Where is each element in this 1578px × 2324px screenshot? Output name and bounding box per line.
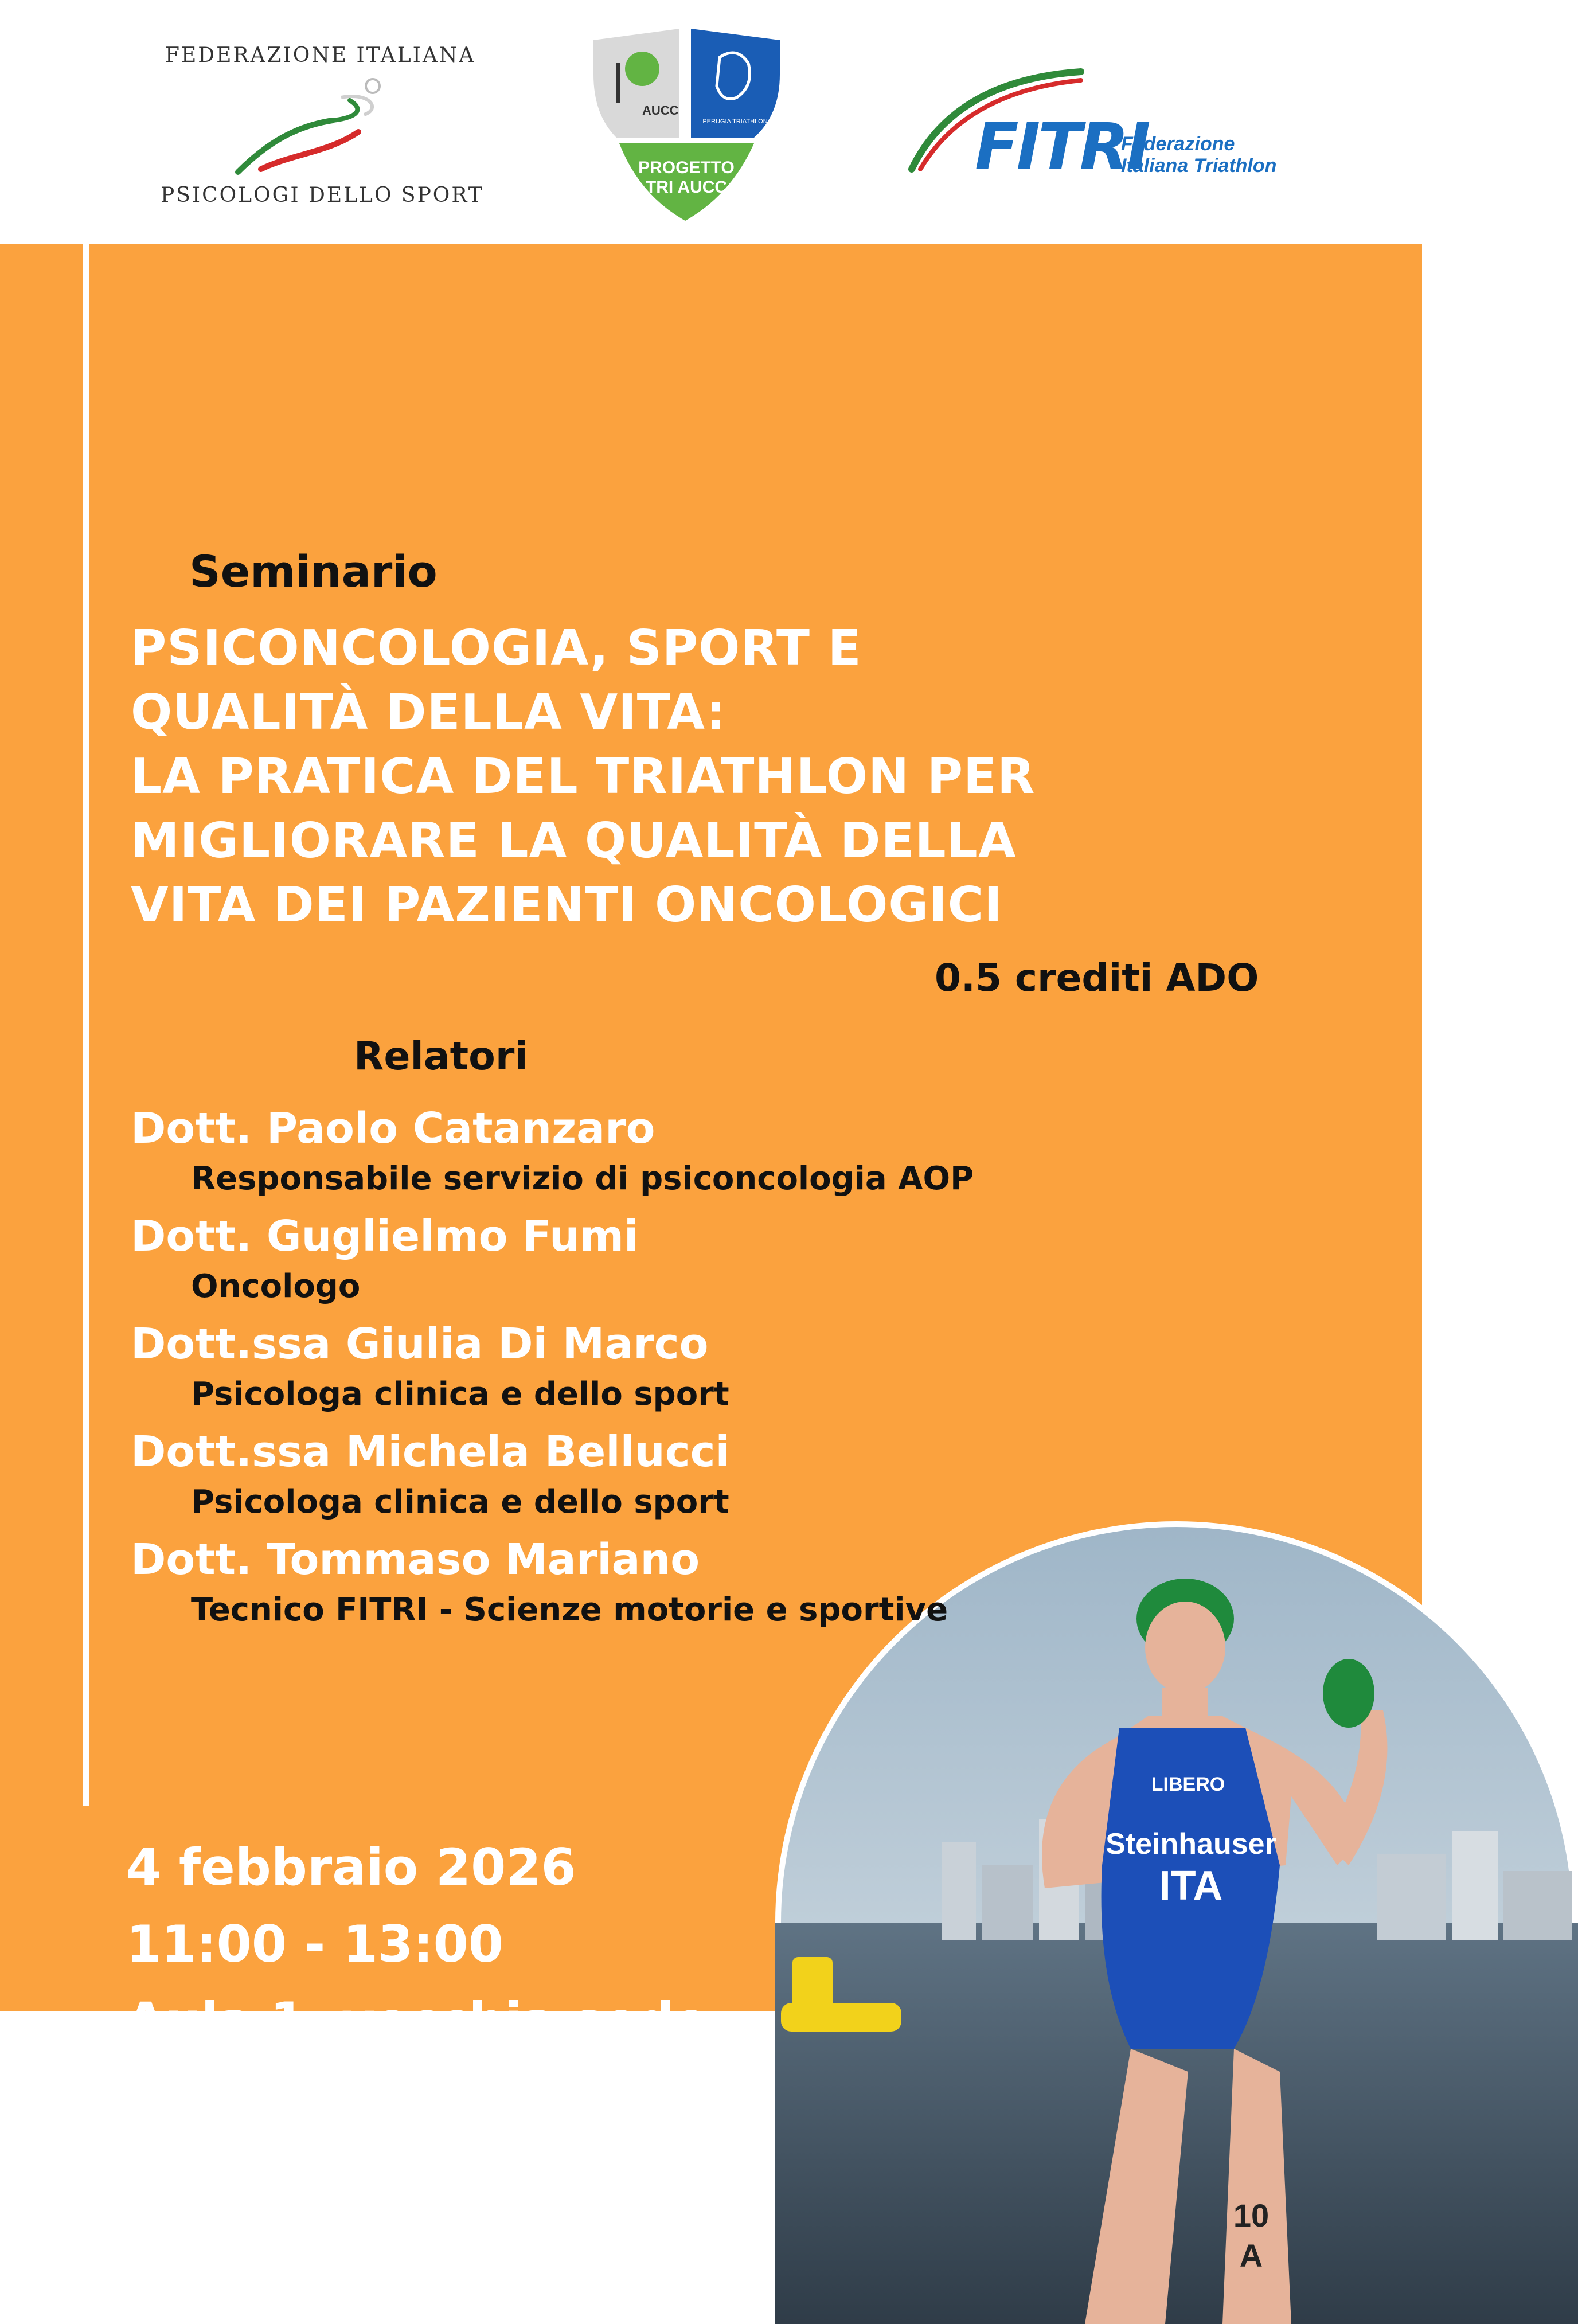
title-line: QUALITÀ DELLA VITA: — [131, 684, 726, 741]
speaker-role: Responsabile servizio di psiconcologia AOP — [191, 1160, 974, 1197]
header — [0, 0, 1422, 244]
vertical-accent-line — [83, 244, 89, 1806]
badge-line2: TRI AUCC — [645, 178, 728, 197]
leg-letter-text: A — [1239, 2237, 1263, 2274]
suit-country-text: ITA — [1159, 1863, 1223, 1909]
speaker-name: Dott. Tommaso Mariano — [131, 1535, 700, 1584]
fipsi-runner-icon — [226, 75, 399, 178]
fitri-wordmark: FITRI — [975, 110, 1149, 185]
suit-sponsor-text: LIBERO — [1151, 1774, 1225, 1795]
speaker-role: Psicologa clinica e dello sport — [191, 1483, 729, 1521]
leg-number-text: 10 — [1233, 2197, 1270, 2233]
fipsi-bottom-text: PSICOLOGI DELLO SPORT — [161, 183, 484, 207]
fitri-sub-line1: Federazione — [1121, 133, 1235, 155]
credits-text: 0.5 crediti ADO — [935, 956, 1259, 1000]
event-details — [126, 1829, 708, 2060]
event-location: Aula 1, vecchia sede — [126, 1991, 709, 2050]
title-line: VITA DEI PAZIENTI ONCOLOGICI — [131, 877, 1003, 933]
event-time: 11:00 - 13:00 — [126, 1915, 504, 1974]
speaker-role: Oncologo — [191, 1268, 361, 1305]
content-panel — [0, 244, 1422, 2274]
speaker-role: Tecnico FITRI - Scienze motorie e sportive — [191, 1591, 948, 1628]
fitri-sub-line2: Italiana Triathlon — [1121, 155, 1277, 177]
speakers-list — [131, 1101, 974, 1640]
speakers-heading: Relatori — [354, 1034, 528, 1079]
speaker-name: Dott.ssa Giulia Di Marco — [131, 1319, 709, 1369]
athlete-photo — [775, 1521, 1578, 2324]
event-date: 4 febbraio 2026 — [126, 1838, 576, 1897]
seminar-title — [131, 616, 1036, 938]
perugia-text: PERUGIA TRIATHLON — [702, 118, 768, 125]
seminar-kicker: Seminario — [189, 546, 438, 597]
speaker-name: Dott. Guglielmo Fumi — [131, 1212, 639, 1261]
title-line: PSICONCOLOGIA, SPORT E — [131, 620, 862, 677]
fipsi-top-text: FEDERAZIONE ITALIANA — [165, 44, 476, 67]
progetto-tri-aucc-logo — [582, 23, 788, 229]
aucc-text: AUCC — [642, 103, 679, 118]
speaker-role: Psicologa clinica e dello sport — [191, 1376, 729, 1413]
title-line: MIGLIORARE LA QUALITÀ DELLA — [131, 813, 1017, 869]
speaker-name: Dott.ssa Michela Bellucci — [131, 1427, 730, 1477]
speaker-name: Dott. Paolo Catanzaro — [131, 1104, 655, 1153]
suit-name-text: Steinhauser — [1106, 1827, 1276, 1861]
badge-line1: PROGETTO — [638, 158, 735, 177]
title-line: LA PRATICA DEL TRIATHLON PER — [131, 748, 1036, 805]
